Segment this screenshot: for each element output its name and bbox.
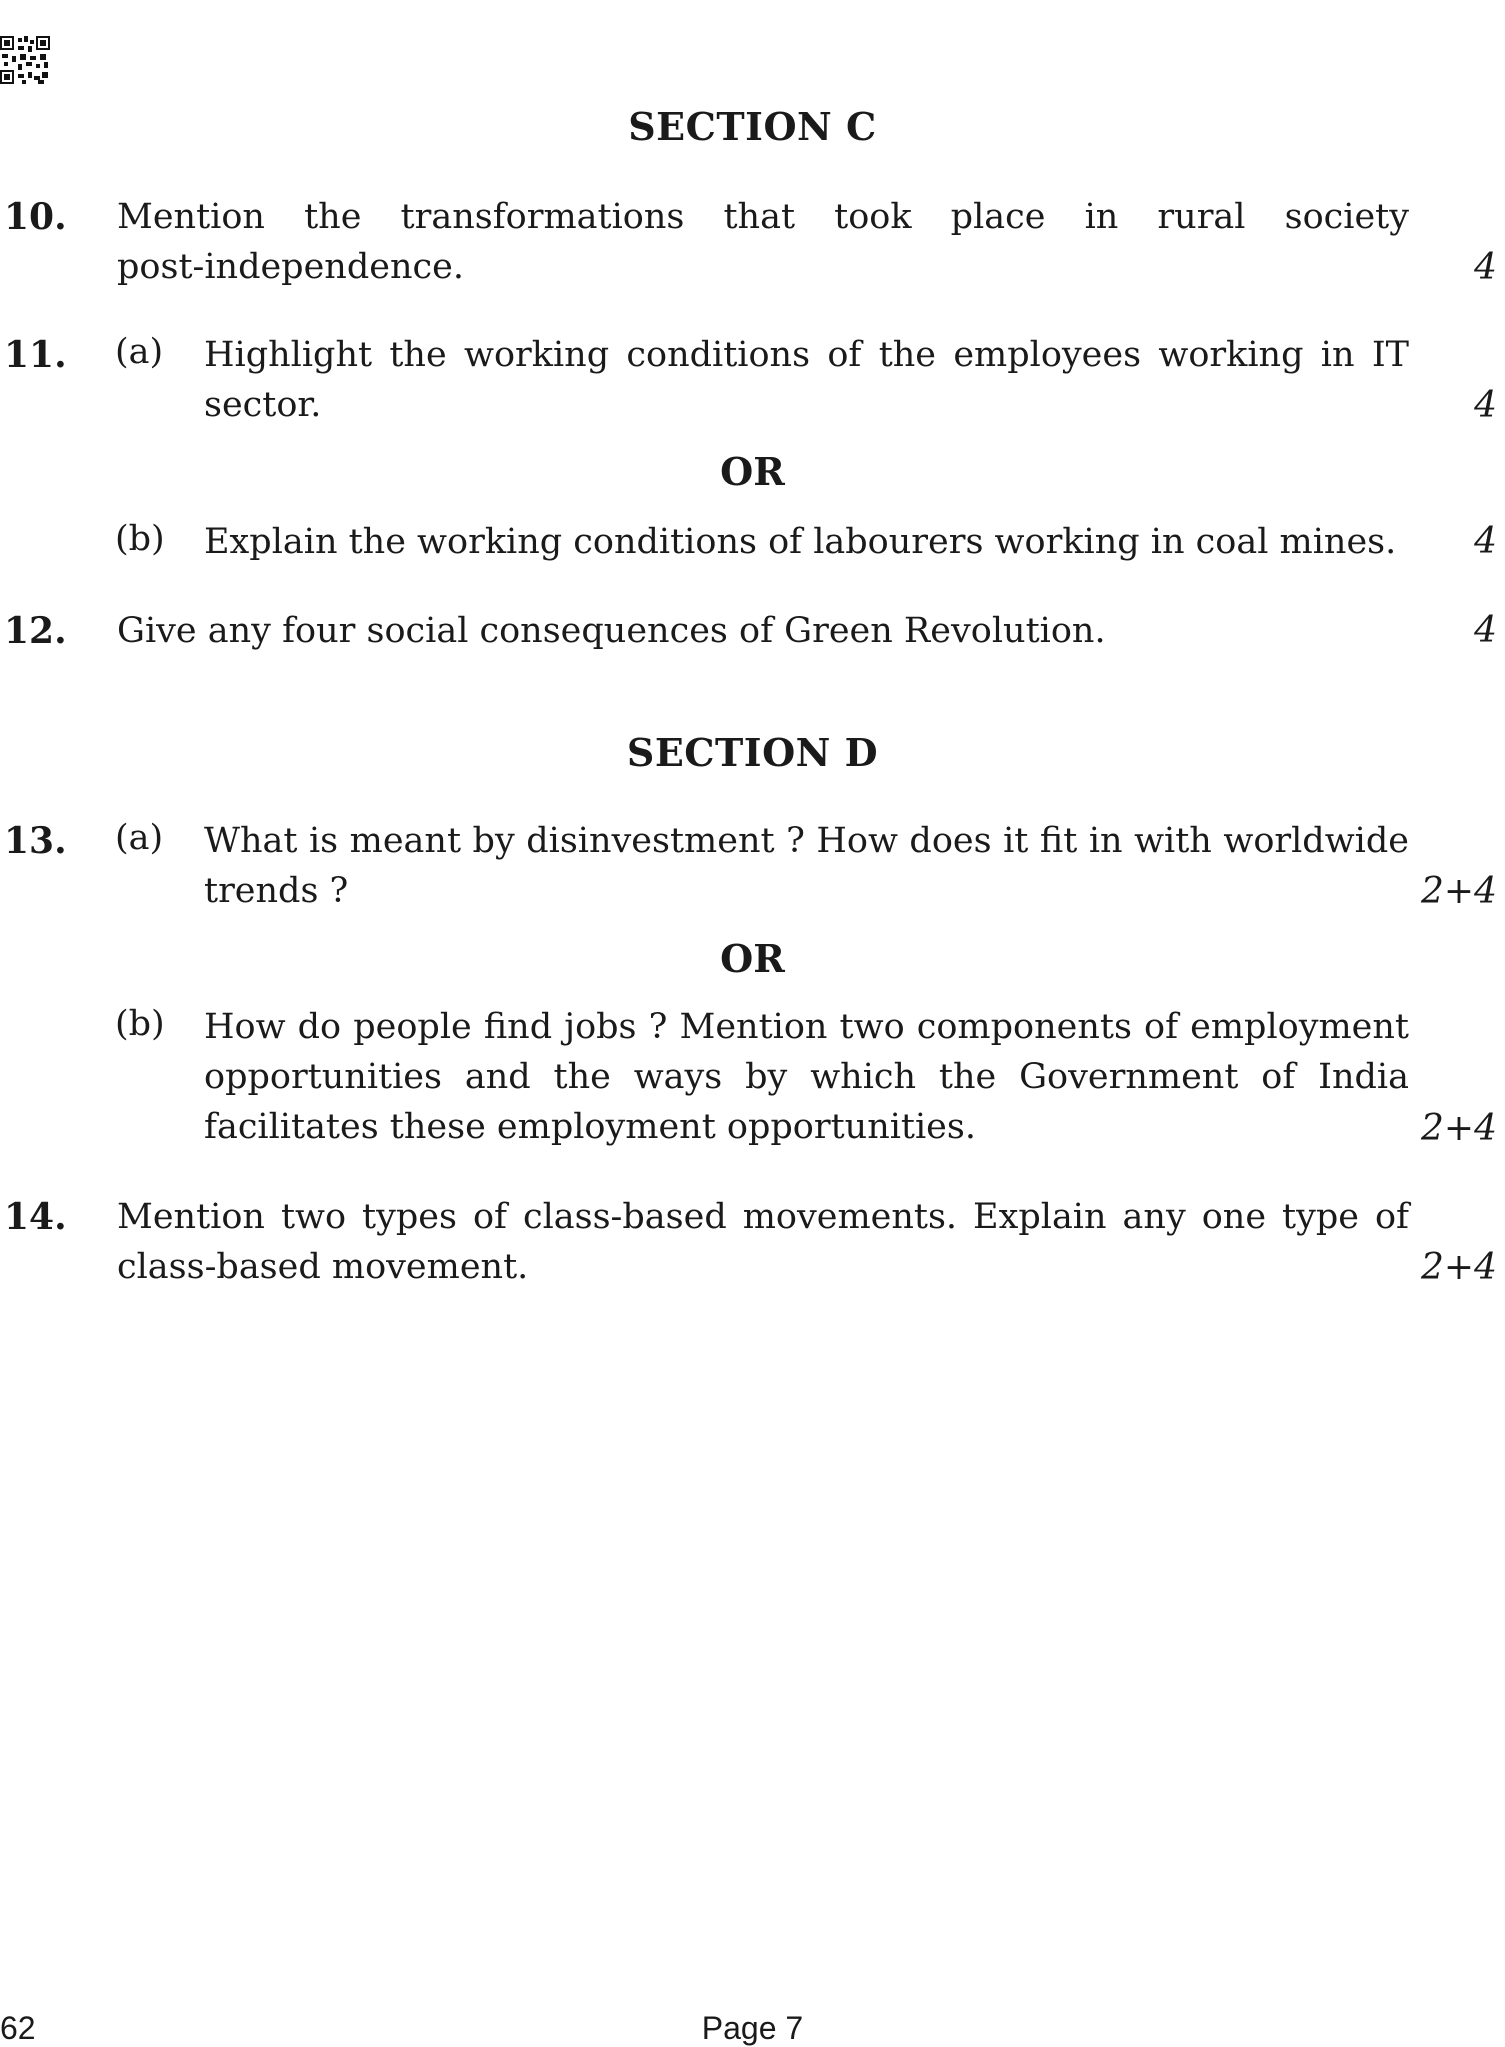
page-number: Page 7 [701, 2010, 804, 2046]
question-12-marks: 4 [1474, 610, 1497, 651]
question-11a-line-1: Highlight the working conditions of the employees working in IT [204, 335, 1409, 375]
qr-code-icon [0, 36, 50, 84]
question-number-13: 13. [4, 820, 67, 862]
question-10-line-1: Mention the transformations that took place in rural society [117, 197, 1409, 237]
question-13b-line-1: How do people find jobs ? Mention two components of employment [204, 1007, 1409, 1047]
question-number-11: 11. [4, 334, 67, 376]
question-11a-line-2: sector. [204, 385, 322, 425]
question-13b-line-2: opportunities and the ways by which the Government of India [204, 1057, 1409, 1097]
question-14-line-2: class-based movement. [117, 1247, 529, 1287]
question-12-text [117, 606, 1409, 656]
question-11b-line-1: Explain the working conditions of labourers working in coal mines. [204, 522, 1397, 562]
section-d-title: SECTION D [626, 730, 879, 775]
question-10-line-2: post-independence. [117, 247, 464, 287]
question-11b-text [204, 517, 1409, 567]
question-number-10: 10. [4, 196, 67, 238]
question-13b-line-3: facilitates these employment opportunities. [204, 1107, 976, 1147]
question-number-14: 14. [4, 1196, 67, 1238]
question-13a-text [204, 816, 1409, 916]
question-11a-text [204, 330, 1409, 430]
question-13b-marks: 2+4 [1421, 1108, 1497, 1149]
question-11a-label: (a) [115, 332, 164, 372]
question-11a-marks: 4 [1474, 385, 1497, 426]
section-c-title: SECTION C [628, 104, 877, 149]
question-11b-marks: 4 [1474, 521, 1497, 562]
question-13a-marks: 2+4 [1421, 871, 1497, 912]
question-13a-line-1: What is meant by disinvestment ? How does it fit in with worldwide [204, 821, 1409, 861]
question-14-line-1: Mention two types of class-based movements. Explain any one type of [117, 1197, 1409, 1237]
question-13a-label: (a) [115, 818, 164, 858]
question-13b-text [204, 1002, 1409, 1152]
question-14-text [117, 1192, 1409, 1292]
question-10-text [117, 192, 1409, 292]
question-14-marks: 2+4 [1421, 1247, 1497, 1288]
question-10-marks: 4 [1474, 247, 1497, 288]
question-13-or: OR [720, 936, 785, 981]
question-13b-label: (b) [115, 1004, 165, 1044]
question-12-line-1: Give any four social consequences of Green Revolution. [117, 611, 1106, 651]
paper-code: 62 [0, 2010, 36, 2046]
question-11-or: OR [720, 449, 785, 494]
question-number-12: 12. [4, 610, 67, 652]
question-11b-label: (b) [115, 519, 165, 559]
question-13a-line-2: trends ? [204, 871, 349, 911]
